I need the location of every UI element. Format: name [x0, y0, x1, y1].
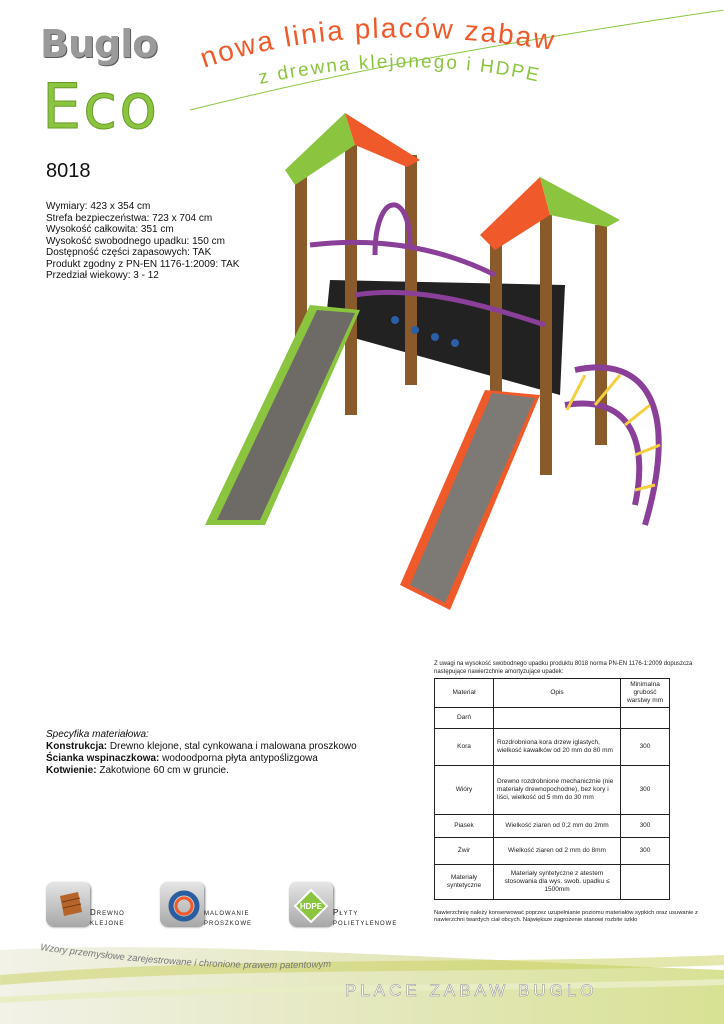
svg-text:z drewna klejonego i HDPE: [257, 51, 543, 89]
table-cell: Materiały syntetyczne z atestem stosowania dla wys. swob. upadku ≤ 1500mm: [494, 865, 621, 900]
table-cell: Żwir: [435, 838, 494, 865]
feature-label-line: Drewno: [90, 908, 125, 917]
table-cell: Drewno rozdrobnione mechanicznie (nie materiały drewnopochodne), bez kory i liści, wielkość od 5 mm do 30 mm: [494, 766, 621, 815]
table-cell: 300: [621, 729, 670, 766]
product-code: 8018: [46, 160, 91, 182]
material-item: [46, 741, 357, 753]
material-label: Konstrukcja:: [46, 741, 108, 752]
table-cell: Wielkość ziaren od 0,2 mm do 2mm: [494, 815, 621, 838]
feature-label: [90, 908, 125, 928]
headline-line2: z drewna klejonego i HDPE: [256, 51, 543, 89]
table-cell: Darń: [435, 708, 494, 729]
brand-logo: [40, 22, 180, 74]
material-spec-title: Specyfika materiałowa:: [46, 729, 149, 740]
feature-label-line: proszkowe: [204, 918, 253, 927]
table-cell: [621, 865, 670, 900]
feature-powder-coating: [160, 882, 280, 930]
table-cell: 300: [621, 766, 670, 815]
table-cell: [621, 708, 670, 729]
material-label: Kotwienie:: [46, 765, 97, 776]
table-cell: Wielkość ziaren od 2 mm do 8mm: [494, 838, 621, 865]
feature-label: [333, 908, 397, 928]
hdpe-plates-icon: [289, 882, 333, 926]
material-item: [46, 765, 357, 777]
feature-hdpe-plates: [289, 882, 419, 930]
table-cell: Rozdrobniona kora drzew iglastych, wielkość kawałków od 20 mm do 80 mm: [494, 729, 621, 766]
table-cell: Kora: [435, 729, 494, 766]
table-row: [435, 815, 670, 838]
spec-line: Dostępność części zapasowych: TAK: [46, 247, 212, 258]
powder-coating-icon: [160, 882, 204, 926]
hdpe-badge: HDPE: [299, 902, 323, 911]
table-row: [435, 838, 670, 865]
footer-brand: PLACE ZABAW BUGLO: [345, 981, 598, 1000]
spec-line: Strefa bezpieczeństwa: 723 x 704 cm: [46, 212, 213, 224]
feature-label-line: malowanie: [204, 908, 250, 917]
table-row: [435, 865, 670, 900]
feature-label: [204, 908, 252, 928]
material-value: wodoodporna płyta antypoślizgowa: [159, 753, 318, 764]
table-cell: Materiały syntetyczne: [435, 865, 494, 900]
patent-note: Wzory przemysłowe zarejestrowane i chronione prawem patentowym: [39, 942, 332, 972]
surface-table: [434, 678, 670, 900]
spec-line: Wysokość całkowita: 351 cm: [46, 224, 174, 235]
material-value: Zakotwione 60 cm w gruncie.: [96, 765, 229, 776]
feature-label-line: klejone: [90, 918, 125, 927]
feature-label-line: Płyty: [333, 908, 359, 917]
logo-text: Buglo: [40, 22, 158, 66]
table-intro: Z uwagi na wysokość swobodnego upadku produktu 8018 norma PN-EN 1176-1:2009 dopuszcza następujące nawierzchnie amortyzujące upadek:: [434, 661, 693, 675]
playground-illustration: [195, 105, 685, 635]
table-header: Minimalna grubość warstwy mm: [621, 679, 670, 708]
spec-line: Wysokość swobodnego upadku: 150 cm: [46, 235, 225, 247]
table-header: Materiał: [435, 679, 494, 708]
table-footnote: Nawierzchnię należy konserwować poprzez uzupełnianie poziomu materiałów sypkich oraz usuwanie z nawierzchni twardych ciał obcych. Największe zagrożenie stanowi rozbite szkło: [434, 910, 698, 923]
table-cell: Wióry: [435, 766, 494, 815]
material-value: Drewno klejone, stal cynkowana i malowana proszkowo: [107, 741, 357, 752]
spec-line: Przedział wiekowy: 3 - 12: [46, 270, 159, 281]
material-spec: [46, 729, 357, 777]
table-row: [435, 708, 670, 729]
table-row: [435, 766, 670, 815]
spec-line: Wymiary: 423 x 354 cm: [46, 201, 151, 212]
table-row: [435, 729, 670, 766]
feature-label-line: polietylenowe: [333, 918, 398, 927]
glued-wood-icon: [46, 882, 90, 926]
table-cell: 300: [621, 838, 670, 865]
spec-line: Produkt zgodny z PN-EN 1176-1:2009: TAK: [46, 258, 240, 270]
material-item: [46, 753, 357, 765]
footer: [0, 930, 724, 1024]
headline-line1: nowa linia placów zabaw: [196, 12, 558, 74]
table-header-row: [435, 679, 670, 708]
feature-glued-wood: [46, 882, 156, 930]
material-label: Ścianka wspinaczkowa:: [46, 753, 160, 764]
table-header: Opis: [494, 679, 621, 708]
table-cell: [494, 708, 621, 729]
product-line-title: Eco: [42, 70, 160, 143]
headline: [190, 10, 724, 120]
table-cell: Piasek: [435, 815, 494, 838]
table-cell: 300: [621, 815, 670, 838]
